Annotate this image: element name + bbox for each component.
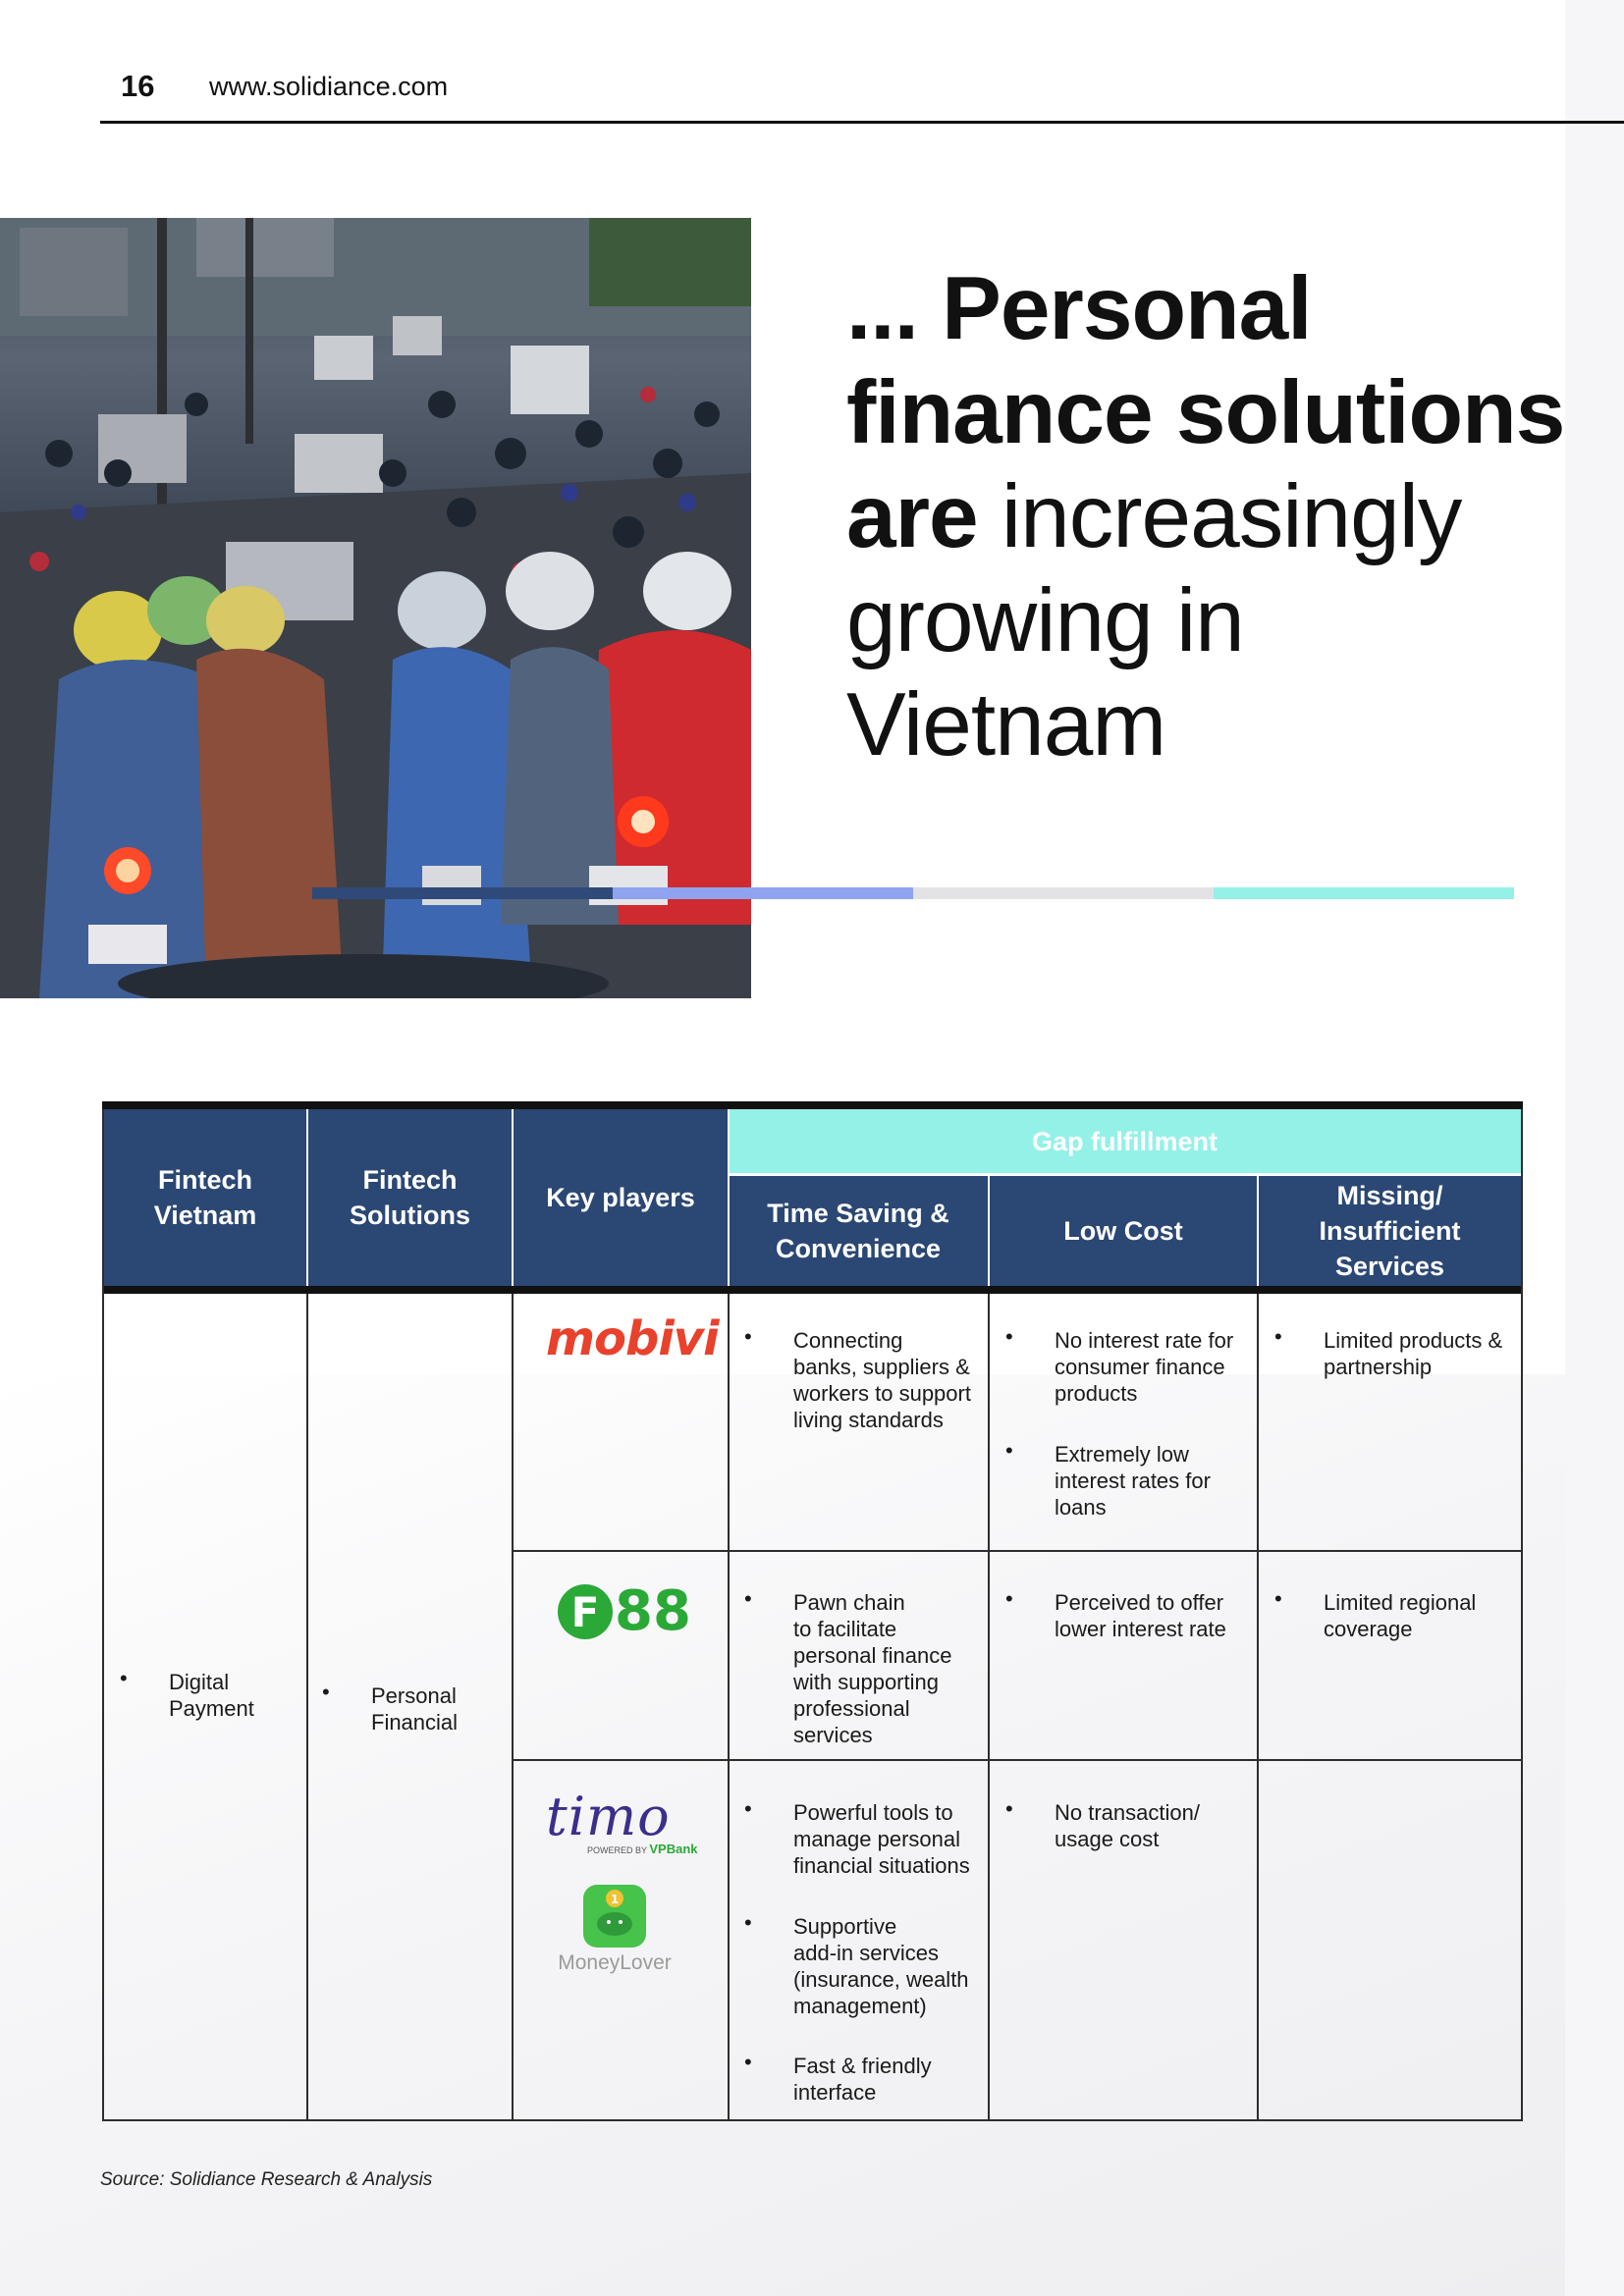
- accent-segment-1: [312, 887, 613, 899]
- column-divider: [306, 1294, 308, 2119]
- row3-time-saving-3: Fast & friendly interface: [793, 2054, 932, 2105]
- fintech-solutions-value: Personal Financial: [371, 1683, 459, 1735]
- title-line-3-bold: are: [846, 467, 978, 566]
- f88-logo-mark: F: [558, 1584, 613, 1639]
- row3-time-saving-1: Powerful tools to manage personal financial situations: [793, 1800, 970, 1878]
- bullet-dot: •: [120, 1666, 128, 1690]
- accent-segment-3: [913, 887, 1214, 899]
- bullet-dot: •: [744, 2050, 752, 2074]
- row2-time-saving-1: Pawn chain to facilitate personal finance with supporting professional services: [793, 1590, 952, 1747]
- header-time-saving: Time Saving & Convenience: [767, 1199, 949, 1263]
- header-rule: [100, 121, 1624, 124]
- row1-missing-1: Limited products & partnership: [1324, 1328, 1503, 1379]
- bullet-dot: •: [322, 1680, 330, 1704]
- header-key-players: Key players: [546, 1183, 695, 1212]
- title-line-4: growing in: [846, 571, 1244, 670]
- gap-fulfillment-table: [102, 1109, 1523, 2121]
- timo-logo: [546, 1786, 698, 1856]
- row3-time-saving-2: Supportive add-in services (insurance, wealth management): [793, 1914, 969, 2018]
- row1-low-cost-1: No interest rate for consumer finance products: [1055, 1328, 1234, 1406]
- row3-low-cost-1: No transaction/ usage cost: [1055, 1800, 1200, 1851]
- bullet-dot: •: [744, 1910, 752, 1935]
- header-gap-fulfillment: Gap fulfillment: [1032, 1127, 1218, 1156]
- fintech-vietnam-value: Digital Payment: [169, 1670, 254, 1721]
- header-bottom-rule: [104, 1286, 1521, 1294]
- f88-logo-text: 88: [615, 1579, 691, 1643]
- piggy-bank-icon: [583, 1885, 646, 1948]
- page-title: [846, 257, 1593, 777]
- f88-logo: [558, 1579, 691, 1643]
- mobivi-logo: mobivi: [546, 1311, 719, 1366]
- header-fintech-solutions: Fintech Solutions: [350, 1165, 470, 1230]
- bullet-dot: •: [1005, 1438, 1013, 1463]
- title-line-3-light: increasingly: [977, 467, 1462, 566]
- row1-low-cost-2: Extremely low interest rates for loans: [1055, 1442, 1211, 1520]
- column-divider: [728, 1294, 730, 2119]
- moneylover-logo: [546, 1885, 683, 1975]
- bullet-dot: •: [1005, 1324, 1013, 1349]
- site-url[interactable]: www.solidiance.com: [209, 72, 449, 101]
- row1-time-saving-1: Connecting banks, suppliers & workers to support living standards: [793, 1328, 971, 1432]
- bullet-dot: •: [744, 1586, 752, 1611]
- traffic-photo: [0, 218, 751, 998]
- row2-low-cost-1: Perceived to offer lower interest rate: [1055, 1590, 1226, 1641]
- traffic-photo-illustration: [0, 218, 751, 998]
- accent-color-bar: [312, 887, 1514, 899]
- column-divider: [988, 1294, 990, 2119]
- header-fintech-vietnam: Fintech Vietnam: [153, 1165, 257, 1230]
- header-missing-services: Missing/ Insufficient Services: [1319, 1181, 1461, 1281]
- bullet-dot: •: [1274, 1586, 1282, 1611]
- title-line-1: ... Personal: [846, 259, 1312, 358]
- bullet-dot: •: [1005, 1796, 1013, 1821]
- row-divider: [512, 1759, 1521, 1761]
- accent-segment-4: [1214, 887, 1514, 899]
- svg-text:1: 1: [610, 1893, 620, 1906]
- table-top-rule: [102, 1101, 1523, 1109]
- bullet-dot: •: [1274, 1324, 1282, 1349]
- timo-logo-word: timo: [546, 1786, 671, 1847]
- source-note: Source: Solidiance Research & Analysis: [100, 2169, 433, 2190]
- bullet-dot: •: [744, 1796, 752, 1821]
- row-divider: [512, 1550, 1521, 1552]
- column-divider: [512, 1294, 514, 2119]
- bullet-dot: •: [1005, 1586, 1013, 1611]
- timo-logo-subtitle: POWERED BY VPBank: [587, 1842, 698, 1856]
- title-line-5: Vietnam: [846, 675, 1166, 774]
- accent-segment-2: [613, 887, 913, 899]
- moneylover-logo-text: MoneyLover: [558, 1951, 672, 1974]
- bullet-dot: •: [744, 1324, 752, 1349]
- title-line-2: finance solutions: [846, 363, 1565, 462]
- header-low-cost: Low Cost: [1063, 1216, 1183, 1246]
- column-divider: [1257, 1294, 1259, 2119]
- row2-missing-1: Limited regional coverage: [1324, 1590, 1477, 1641]
- page-number: 16: [121, 69, 155, 103]
